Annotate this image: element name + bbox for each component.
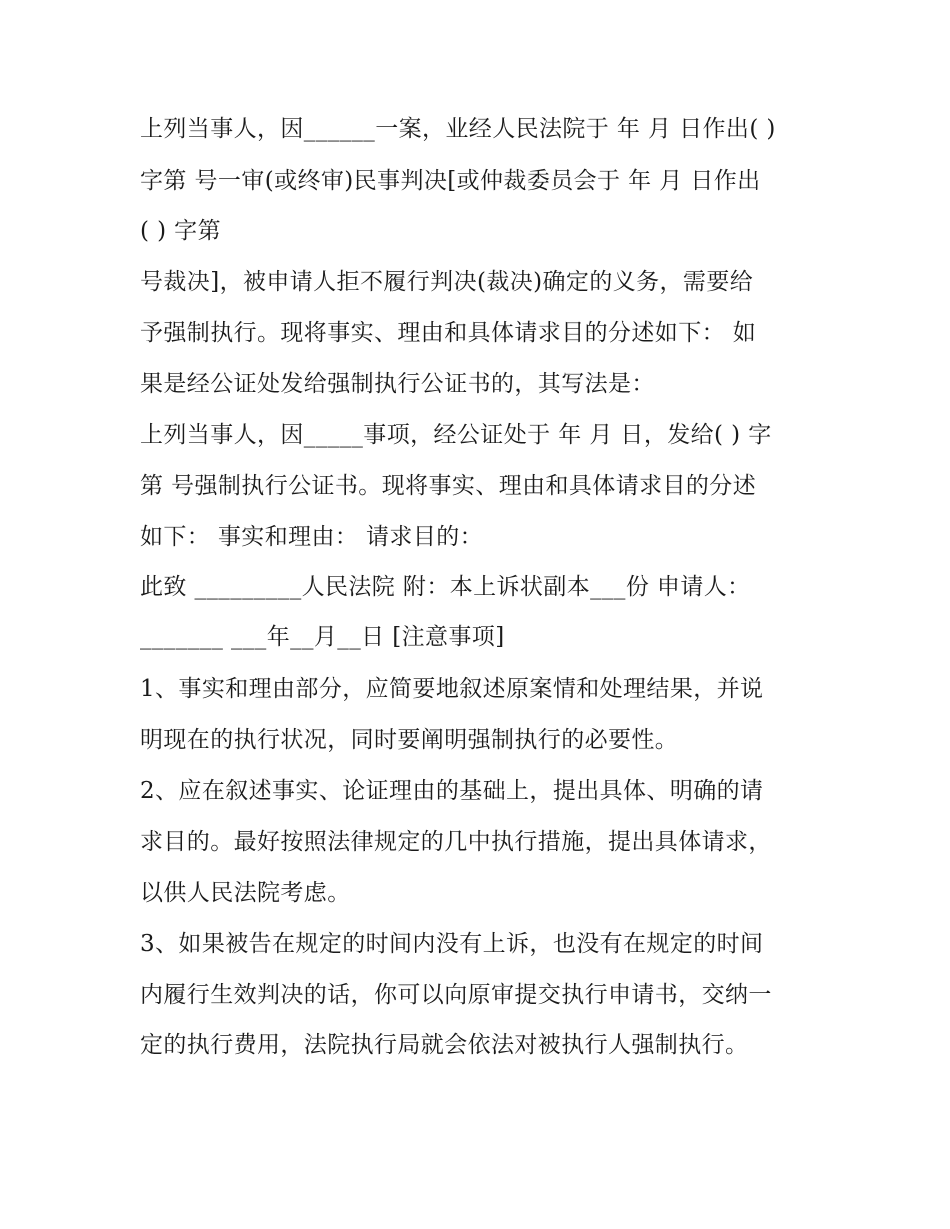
- text-line: 明现在的执行状况，同时要阐明强制执行的必要性。: [140, 727, 679, 753]
- text-line: 此致 _________人民法院 附：本上诉状副本___份 申请人：: [140, 574, 751, 600]
- text-line: 求目的。最好按照法律规定的几中执行措施，提出具体请求，: [140, 829, 772, 855]
- text-line: 予强制执行。现将事实、理由和具体请求目的分述如下： 如: [140, 320, 757, 346]
- text-line: 2、应在叙述事实、论证理由的基础上，提出具体、明确的请: [140, 778, 764, 804]
- text-line: 如下： 事实和理由： 请求目的：: [140, 524, 484, 550]
- text-line: 定的执行费用，法院执行局就会依法对被执行人强制执行。: [140, 1032, 749, 1058]
- text-line: 以供人民法院考虑。: [140, 880, 351, 906]
- text-line: 果是经公证处发给强制执行公证书的，其写法是：: [140, 371, 655, 397]
- text-line: 上列当事人，因_____事项，经公证处于 年 月 日，发给( ) 字: [140, 422, 772, 448]
- text-line: _______ ___年__月__日 [注意事项]: [140, 624, 505, 650]
- text-line: 内履行生效判决的话，你可以向原审提交执行申请书，交纳一: [140, 982, 772, 1008]
- text-line: 3、如果被告在规定的时间内没有上诉，也没有在规定的时间: [140, 931, 764, 957]
- text-line: 号裁决]，被申请人拒不履行判决(裁决)确定的义务，需要给: [140, 269, 754, 295]
- text-line: 1、事实和理由部分，应简要地叙述原案情和处理结果，并说: [140, 676, 764, 702]
- text-line: ( ) 字第: [140, 218, 221, 244]
- text-line: 字第 号一审(或终审)民事判决[或仲裁委员会于 年 月 日作出: [140, 168, 761, 194]
- text-line: 上列当事人，因______一案，业经人民法院于 年 月 日作出( ): [140, 116, 776, 142]
- text-line: 第 号强制执行公证书。现将事实、理由和具体请求目的分述: [140, 473, 757, 499]
